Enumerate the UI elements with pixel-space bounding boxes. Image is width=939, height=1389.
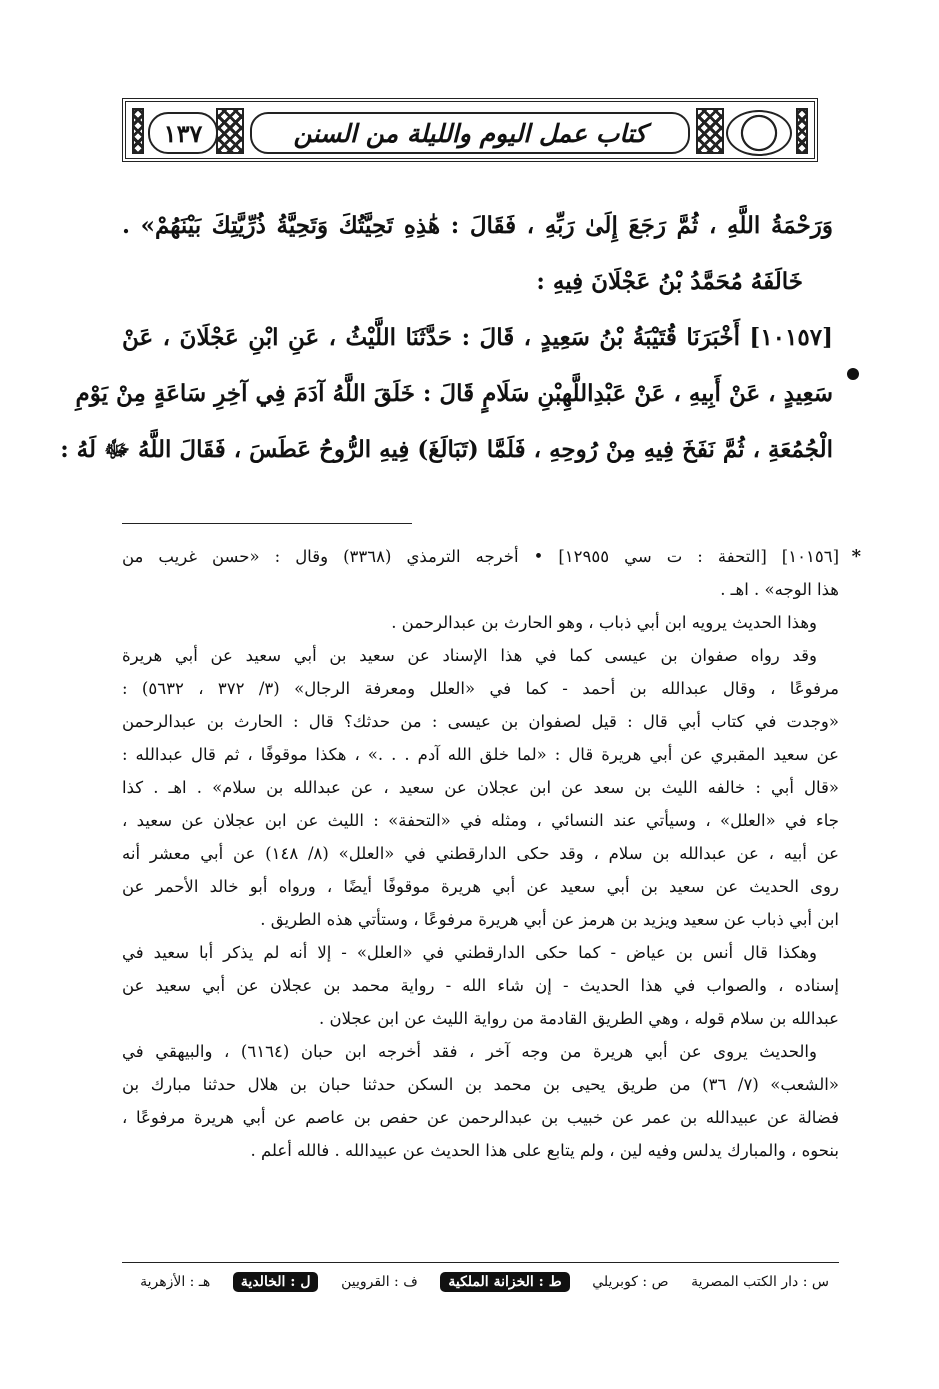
legend-item-highlighted: ل : الخالدية bbox=[233, 1272, 319, 1292]
header-ornament-icon bbox=[132, 108, 144, 154]
footnote-line: مرفوعًا ، وقال عبدالله بن أحمد - كما في «العلل ومعرفة الرجال» (٣/ ٣٧٢ ، ٥٦٣٢) : bbox=[122, 679, 839, 698]
footnote-line: عن سعيد المقبري عن أبي هريرة قال : «لما خلق الله آدم . . .» ، هكذا موقوفًا ، ثم قال عبدالله : bbox=[122, 745, 839, 764]
footnote-line: بنحوه ، والمبارك يدلس وفيه لين ، ولم يتابع على هذا الحديث عن عبيدالله . فالله أعلم . bbox=[250, 1141, 839, 1160]
footnote-line: «وجدت في كتاب أبي قال : قيل لصفوان بن عيسى : من حدثك؟ قال : الحارث بن عبدالرحمن bbox=[122, 712, 839, 731]
footnote-line: [١٠١٥٦] [التحفة : ت سي ١٢٩٥٥] • أخرجه الترمذي (٣٣٦٨) وقال : «حسن غريب من bbox=[122, 547, 839, 566]
footnote-line: «الشعب» (٧/ ٣٦) من طريق يحيى بن محمد بن السكن حدثنا حبان بن هلال حدثنا مبارك بن bbox=[122, 1075, 839, 1094]
running-header bbox=[122, 98, 818, 162]
legend-item: ف : القرويين bbox=[341, 1274, 418, 1290]
footnote-line: فضالة عن عبيدالله بن عمر عن خبيب بن عبدالرحمن عن حفص بن عاصم عن أبي هريرة مرفوعًا ، bbox=[122, 1108, 839, 1127]
footnote-line: ابن أبي ذباب عن سعيد ويزيد بن هرمز عن أبي هريرة مرفوعًا ، وستأتي هذه الطريق . bbox=[260, 910, 839, 929]
footnote-line: هذا الوجه» . اهـ . bbox=[720, 580, 839, 599]
bullet-icon bbox=[847, 368, 859, 380]
legend-item: ص : كوبريلي bbox=[592, 1274, 669, 1290]
legend-item: هـ : الأزهرية bbox=[140, 1274, 211, 1290]
main-text-line: خَالَفَهُ مُحَمَّدُ بْنُ عَجْلَانَ فِيهِ : bbox=[536, 268, 803, 295]
footnote-line: وهكذا قال أنس بن عياض - كما حكى الدارقطني في «العلل» - إلا أنه لم يذكر أبا سعيد في bbox=[122, 943, 817, 962]
footnote-line: وهذا الحديث يرويه ابن أبي ذباب ، وهو الحارث بن عبدالرحمن . bbox=[391, 613, 817, 632]
header-ornament-icon bbox=[796, 108, 808, 154]
footnote-star-marker: * bbox=[851, 546, 861, 567]
hadith-entry-line: [١٠١٥٧] أَخْبَرَنَا قُتَيْبَةُ بْنُ سَعِيدٍ ، قَالَ : حَدَّثَنَا اللَّيْثُ ، عَنِ ابْنِ عَجْلَانَ ، عَنْ bbox=[122, 324, 833, 351]
footnote-line: عبدالله بن سلام قوله ، وهي الطريق القادمة من رواية الليث عن ابن عجلان . bbox=[319, 1009, 839, 1028]
manuscript-legend bbox=[140, 1268, 829, 1296]
footnote-divider bbox=[122, 523, 412, 524]
footnote-line: «قال أبي : خالفه الليث بن سعد عن ابن عجلان عن سعيد ، عن عبدالله بن سلام» . اهـ . كذا bbox=[122, 778, 839, 797]
footnote-line: جاء في «العلل» ، وسيأتي عند النسائي ، ومثله في «التحفة» : الليث عن ابن عجلان عن سعيد ، bbox=[122, 811, 839, 830]
main-text-line: وَرَحْمَةُ اللَّهِ ، ثُمَّ رَجَعَ إِلَىٰ رَبِّهِ ، فَقَالَ : هَٰذِهِ تَحِيَّتُكَ وَتَحِيَّةُ ذُرِّيَّتِكَ بَيْنَهُمْ» . bbox=[122, 212, 833, 239]
hadith-entry-line: سَعِيدٍ ، عَنْ أَبِيهِ ، عَنْ عَبْدِاللَّهِبْنِ سَلَامٍ قَالَ : خَلَقَ اللَّهُ آدَمَ فِي آخِرِ سَاعَةٍ مِنْ يَوْمِ bbox=[75, 380, 833, 407]
footnote-line: عن أبيه ، عن عبدالله بن سلام ، وقد حكى الدارقطني في «العلل» (٨/ ١٤٨) عن أبي معشر أنه bbox=[122, 844, 839, 863]
publisher-seal-icon bbox=[726, 110, 792, 156]
footnote-line: روى الحديث عن سعيد بن أبي سعيد عن أبي هريرة موقوفًا أيضًا ، ورواه أبو خالد الأحمر عن bbox=[122, 877, 839, 896]
page-number: ١٣٧ bbox=[148, 112, 218, 154]
footnote-line: وقد رواه صفوان بن عيسى كما في هذا الإسناد عن سعيد بن أبي سعيد عن أبي هريرة bbox=[122, 646, 817, 665]
header-ornament-icon bbox=[216, 108, 244, 154]
legend-item: س : دار الكتب المصرية bbox=[691, 1274, 829, 1290]
footnote-line: إسناده ، والصواب في هذا الحديث - إن شاء الله - رواية محمد بن عجلان عن أبي سعيد عن bbox=[122, 976, 839, 995]
legend-item-highlighted: ط : الخزانة الملكية bbox=[440, 1272, 569, 1292]
book-title: كتاب عمل اليوم والليلة من السنن bbox=[250, 112, 690, 154]
footnote-line: والحديث يروى عن أبي هريرة من وجه آخر ، فقد أخرجه ابن حبان (٦١٦٤) ، والبيهقي في bbox=[122, 1042, 817, 1061]
legend-divider bbox=[122, 1262, 839, 1263]
footnotes bbox=[122, 540, 861, 1167]
hadith-entry-line: الْجُمُعَةِ ، ثُمَّ نَفَخَ فِيهِ مِنْ رُوحِهِ ، فَلَمَّا (تَبَالَغَ) فِيهِ الرُّوحُ عَطَسَ ، فَقَالَ اللَّهُ ﷻ لَهُ : bbox=[60, 436, 833, 463]
main-text bbox=[60, 198, 833, 478]
header-ornament-icon bbox=[696, 108, 724, 154]
